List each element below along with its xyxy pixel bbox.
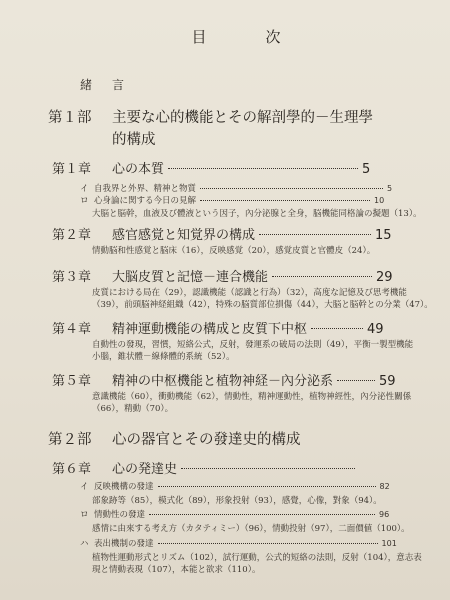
topic-line: 現と情動表現（107），本能と欲求（110）。	[92, 565, 261, 575]
section-mark: ハ	[80, 539, 89, 549]
chapter-number: 第５章	[52, 374, 92, 389]
topic-line: 意識機能（60），衝動機能（62），情動性，精神運動性，植物神經性，內分泌性關係	[92, 392, 412, 402]
chapter-title: 心の発達史	[112, 462, 178, 477]
part-1-heading-cont: 的構成	[112, 132, 156, 148]
intro-entry: 緒 言	[80, 78, 129, 92]
part-title: 心の器官とその發達史的構成	[112, 432, 301, 448]
chapter-title: 大脳皮質と記憶－連合機能	[112, 270, 269, 285]
chapter-title: 感官感覚と知覚界の構成	[112, 228, 256, 243]
section-mark: イ	[80, 184, 89, 194]
section-title: 心身論に関する今日の見解	[94, 196, 197, 206]
chapter-number: 第６章	[52, 462, 92, 477]
chapter-number: 第１章	[52, 162, 92, 177]
dot-leader	[168, 168, 358, 169]
section-mark: ロ	[80, 510, 89, 520]
page-number: 5	[362, 162, 371, 177]
dot-leader	[311, 328, 363, 329]
chapter-number: 第２章	[52, 228, 92, 243]
part-2-heading	[48, 428, 301, 449]
section-entry	[80, 537, 397, 549]
section-mark: イ	[80, 482, 89, 492]
topic-line: 感情に由來する考え方（カタティミー）（96），情動投射（97），二面價値（100）。	[92, 524, 410, 534]
page-number: 10	[374, 196, 385, 205]
topic-line: （39），前頭脳神経組織（42），特殊の脳質部位損傷（44），大脳と脳幹との分業（47）。	[92, 300, 433, 310]
section-entry	[80, 182, 392, 194]
topic-line: 部象跡等（85），模式化（89），形象投射（93），感覺，心像，對象（94）。	[92, 496, 382, 506]
chapter-number: 第３章	[52, 270, 92, 285]
part-1-heading	[48, 106, 373, 127]
chapter-title: 精神運動機能の構成と皮質下中枢	[112, 322, 308, 337]
page-number: 82	[379, 482, 390, 491]
dot-leader	[259, 234, 371, 235]
chapter-title: 心の本質	[112, 162, 165, 177]
section-title: 反映機構の發達	[94, 482, 154, 492]
dot-leader	[158, 543, 378, 544]
section-entry	[80, 480, 390, 492]
chapter-5-entry	[52, 370, 396, 389]
chapter-title: 精神の中枢機能と植物神経－內分泌系	[112, 374, 334, 389]
page-number: 96	[379, 510, 390, 519]
dot-leader	[200, 188, 383, 189]
topic-line: 自動性の發現，習慣，短絡公式，反射，發運系の破局の法則（49），平衡一製型機能	[92, 340, 414, 350]
section-entry	[80, 508, 389, 520]
chapter-6-entry	[52, 458, 359, 477]
section-title: 表出機制の發達	[94, 539, 154, 549]
section-entry	[80, 194, 384, 206]
section-mark: ロ	[80, 196, 89, 206]
section-title: 自我界と外界、精神と物質	[94, 184, 197, 194]
topic-line: 情動脳和性感覚と脳床（16），反映感覚（20），感覚皮質と官體皮（24）。	[92, 246, 376, 256]
page-title: 目 次	[191, 28, 303, 46]
topic-line: 小腦，錐状體－線條體的系統（52）。	[92, 352, 235, 362]
part-title: 主要な心的機能とその解剖學的－生理學	[112, 110, 373, 126]
page-number: 49	[367, 322, 384, 337]
part-number: 第２部	[48, 432, 92, 448]
page-number: 59	[379, 374, 396, 389]
section-title: 情動性の發達	[94, 510, 146, 520]
page-number: 29	[376, 270, 393, 285]
chapter-number: 第４章	[52, 322, 92, 337]
chapter-2-entry	[52, 224, 392, 243]
topic-line: 植物性運動形式とリズム（102），試行運動，公式的短絡の法則，反射（104），意志表	[92, 553, 422, 563]
topic-line: 大脳と脳幹，血液及び體液という因子，內分泌腺と全身，脳機能同格論の擬題（13）。	[92, 209, 422, 219]
dot-leader	[272, 276, 372, 277]
dot-leader	[149, 514, 375, 515]
page-number: 101	[381, 539, 397, 548]
dot-leader	[158, 486, 376, 487]
chapter-1-entry	[52, 158, 370, 177]
page-number: 15	[375, 228, 392, 243]
chapter-3-entry	[52, 266, 393, 285]
dot-leader	[200, 200, 370, 201]
part-number: 第１部	[48, 110, 92, 126]
chapter-4-entry	[52, 318, 384, 337]
topic-line: 皮質における局在（29），認識機能（認識と行為）（32），高度な記憶及び思考機能	[92, 288, 407, 298]
dot-leader	[337, 380, 375, 381]
topic-line: （66），精動（70）。	[92, 404, 174, 414]
dot-leader	[181, 468, 355, 469]
page-number: 5	[387, 184, 393, 193]
